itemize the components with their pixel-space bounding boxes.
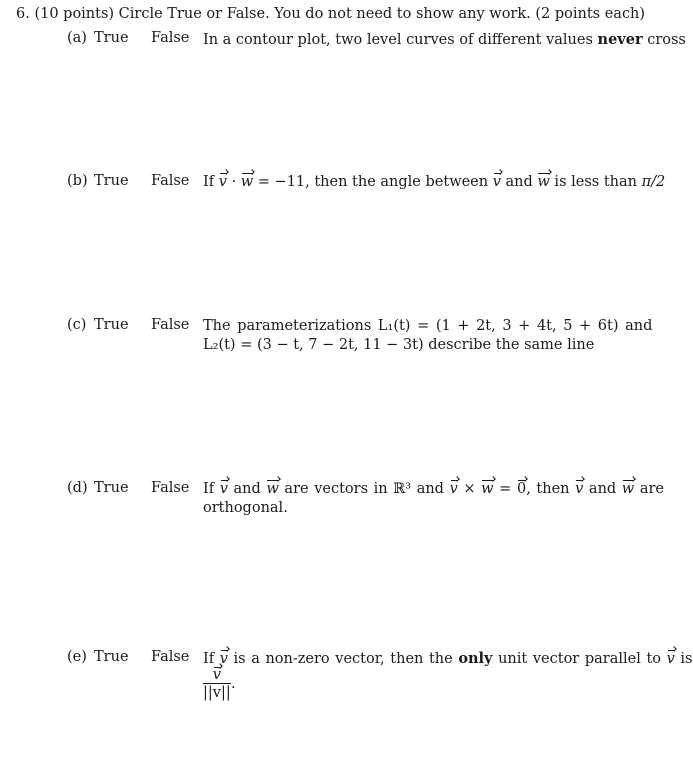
statement: The parameterizations L₁(t) = (1 + 2t, 3 + 4t, 5 + 6t) and L₂(t) = (3 − t, 7 − 2t, 11 − 3t) describe the same line <box>203 318 653 353</box>
false-option[interactable]: False <box>151 173 190 189</box>
false-option[interactable]: False <box>151 480 190 496</box>
part-label: (c) <box>67 317 87 333</box>
true-option[interactable]: True <box>94 480 129 496</box>
false-option[interactable]: False <box>151 30 190 46</box>
true-option[interactable]: True <box>94 317 129 333</box>
statement: If v is a non-zero vector, then the only unit vector parallel to v is <box>203 650 693 667</box>
true-option[interactable]: True <box>94 173 129 189</box>
true-option[interactable]: True <box>94 30 129 46</box>
part-label: (e) <box>67 649 87 665</box>
false-option[interactable]: False <box>151 649 190 665</box>
true-option[interactable]: True <box>94 649 129 665</box>
part-label: (b) <box>67 173 88 189</box>
statement: If v and w are vectors in ℝ³ and v × w = 0, then v and w are orthogonal. <box>203 481 664 516</box>
statement: In a contour plot, two level curves of different values never cross <box>203 31 686 48</box>
false-option[interactable]: False <box>151 317 190 333</box>
part-label: (a) <box>67 30 87 46</box>
unit-vector-fraction: $\frac{v}{||v||}$ <box>203 667 231 701</box>
part-label: (d) <box>67 480 88 496</box>
statement: If v · w = −11, then the angle between v and w is less than π/2 <box>203 174 666 190</box>
question-header: 6. (10 points) Circle True or False. You do not need to show any work. (2 points each) <box>16 6 646 22</box>
